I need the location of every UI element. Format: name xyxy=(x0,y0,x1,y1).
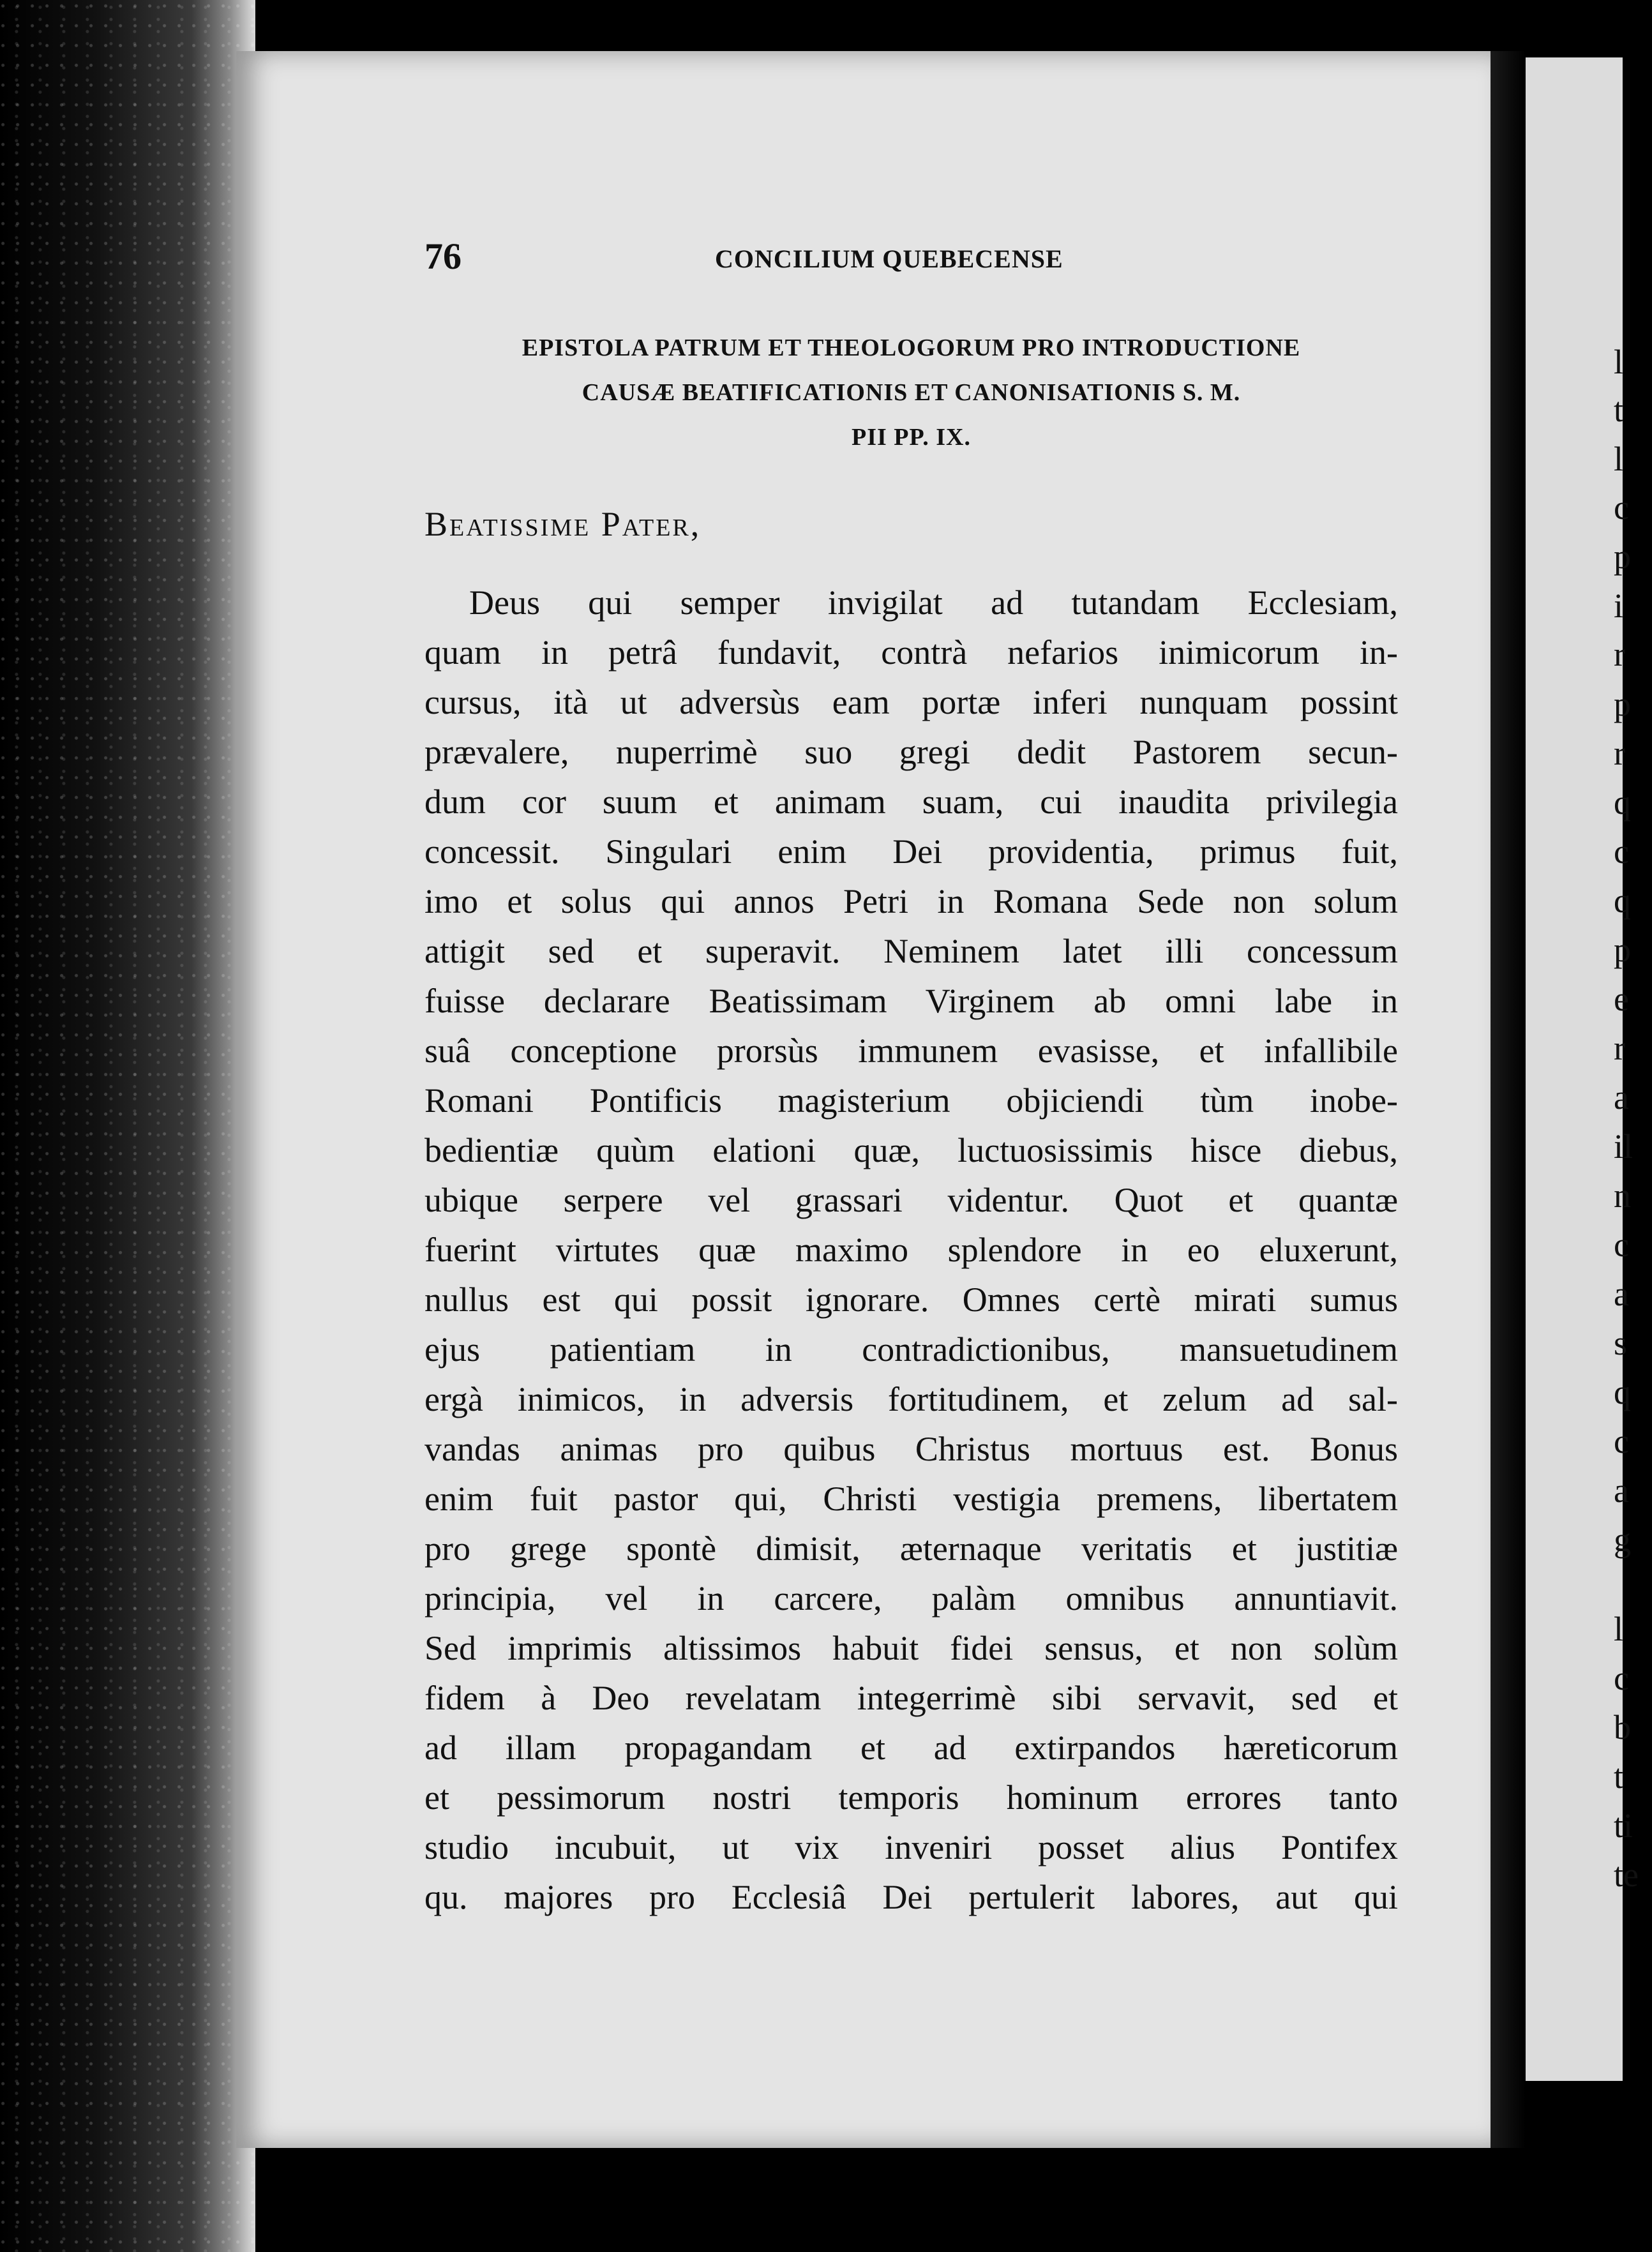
title-line: CAUSÆ BEATIFICATIONIS ET CANONISATIONIS S. M. xyxy=(582,379,1241,406)
facing-fragment: ti xyxy=(1614,1806,1633,1845)
running-head xyxy=(424,235,1133,280)
text-line: quam in petrâ fundavit, contrà nefarios inimicorum in- xyxy=(424,633,1398,672)
facing-fragment: q xyxy=(1614,1373,1631,1411)
facing-fragment: te xyxy=(1614,1856,1639,1894)
facing-fragment: r xyxy=(1614,635,1625,673)
facing-page-fragment xyxy=(1526,57,1639,2081)
facing-fragment: l xyxy=(1614,1610,1624,1648)
facing-fragment: g xyxy=(1614,1520,1631,1559)
text-line: principia, vel in carcere, palàm omnibus annuntiavit. xyxy=(424,1579,1398,1618)
text-line: ejus patientiam in contradictionibus, mansuetudinem xyxy=(424,1330,1398,1369)
facing-fragment: c xyxy=(1614,1659,1629,1697)
title-line: EPISTOLA PATRUM ET THEOLOGORUM PRO INTRODUCTIONE xyxy=(522,334,1301,361)
text-line: ad illam propagandam et ad extirpandos hæreticorum xyxy=(424,1729,1398,1767)
facing-fragment: a xyxy=(1614,1471,1629,1510)
text-line: vandas animas pro quibus Christus mortuus est. Bonus xyxy=(424,1430,1398,1468)
text-line: attigit sed et superavit. Neminem latet illi concessum xyxy=(424,932,1398,970)
facing-fragment: l xyxy=(1614,440,1624,478)
body-paragraph xyxy=(424,578,1398,1922)
text-line: fuisse declarare Beatissimam Virginem ab omni labe in xyxy=(424,982,1398,1020)
salutation: Beatissime Pater, xyxy=(424,505,702,543)
facing-fragment: c xyxy=(1614,488,1629,527)
text-line: concessit. Singulari enim Dei providentia, primus fuit, xyxy=(424,832,1398,871)
facing-fragment: a xyxy=(1614,1275,1629,1313)
document-title xyxy=(424,326,1398,460)
text-line: ubique serpere vel grassari videntur. Quot et quantæ xyxy=(424,1181,1398,1219)
text-line: enim fuit pastor qui, Christi vestigia premens, libertatem xyxy=(424,1480,1398,1518)
text-line: Sed imprimis altissimos habuit fidei sensus, et non solùm xyxy=(424,1629,1398,1667)
text-line: studio incubuit, ut vix inveniri posset alius Pontifex xyxy=(424,1828,1398,1866)
facing-fragment: r xyxy=(1614,734,1625,772)
text-line: prævalere, nuperrimè suo gregi dedit Pastorem secun- xyxy=(424,733,1398,771)
facing-fragment: r xyxy=(1614,1029,1625,1067)
facing-fragment: p xyxy=(1614,685,1631,723)
page-number: 76 xyxy=(424,236,462,277)
facing-fragment: e xyxy=(1614,980,1629,1018)
text-line: fidem à Deo revelatam integerrimè sibi servavit, sed et xyxy=(424,1679,1398,1717)
text-line: qu. majores pro Ecclesiâ Dei pertulerit labores, aut qui xyxy=(424,1878,1398,1916)
facing-fragment: i xyxy=(1614,587,1624,625)
facing-fragment: p xyxy=(1614,537,1631,576)
text-line: Romani Pontificis magisterium objiciendi tùm inobe- xyxy=(424,1081,1398,1120)
facing-fragment: q xyxy=(1614,882,1631,920)
facing-fragment: b xyxy=(1614,1708,1631,1746)
text-line: cursus, ità ut adversùs eam portæ inferi nunquam possint xyxy=(424,683,1398,721)
facing-fragment: l xyxy=(1614,343,1624,381)
facing-fragment: il xyxy=(1614,1127,1633,1166)
text-line: fuerint virtutes quæ maximo splendore in eo eluxerunt, xyxy=(424,1231,1398,1269)
facing-fragment: q xyxy=(1614,783,1631,822)
facing-fragment: p xyxy=(1614,931,1631,969)
facing-fragment: t xyxy=(1614,391,1624,429)
facing-fragment: c xyxy=(1614,832,1629,871)
facing-fragment: c xyxy=(1614,1226,1629,1264)
text-line: bedientiæ quùm elationi quæ, luctuosissimis hisce diebus, xyxy=(424,1131,1398,1169)
text-line: ergà inimicos, in adversis fortitudinem, et zelum ad sal- xyxy=(424,1380,1398,1418)
facing-fragment: n xyxy=(1614,1176,1631,1215)
title-line: PII PP. IX. xyxy=(852,424,971,451)
text-line: suâ conceptione prorsùs immunem evasisse, et infallibile xyxy=(424,1032,1398,1070)
facing-fragment: c xyxy=(1614,1422,1629,1460)
facing-fragment: t xyxy=(1614,1757,1624,1796)
facing-fragment: s xyxy=(1614,1324,1628,1362)
text-line: Deus qui semper invigilat ad tutandam Ecclesiam, xyxy=(469,583,1398,622)
facing-fragment: a xyxy=(1614,1078,1629,1116)
text-line: dum cor suum et animam suam, cui inaudita privilegia xyxy=(424,783,1398,821)
text-line: pro grege spontè dimisit, æternaque veritatis et justitiæ xyxy=(424,1529,1398,1568)
text-line: imo et solus qui annos Petri in Romana Sede non solum xyxy=(424,882,1398,920)
text-line: nullus est qui possit ignorare. Omnes certè mirati sumus xyxy=(424,1280,1398,1319)
page-edge-shadow xyxy=(1491,51,1526,2148)
running-title: CONCILIUM QUEBECENSE xyxy=(715,244,1063,273)
book-spine-gutter xyxy=(0,0,255,2252)
text-line: et pessimorum nostri temporis hominum errores tanto xyxy=(424,1778,1398,1817)
